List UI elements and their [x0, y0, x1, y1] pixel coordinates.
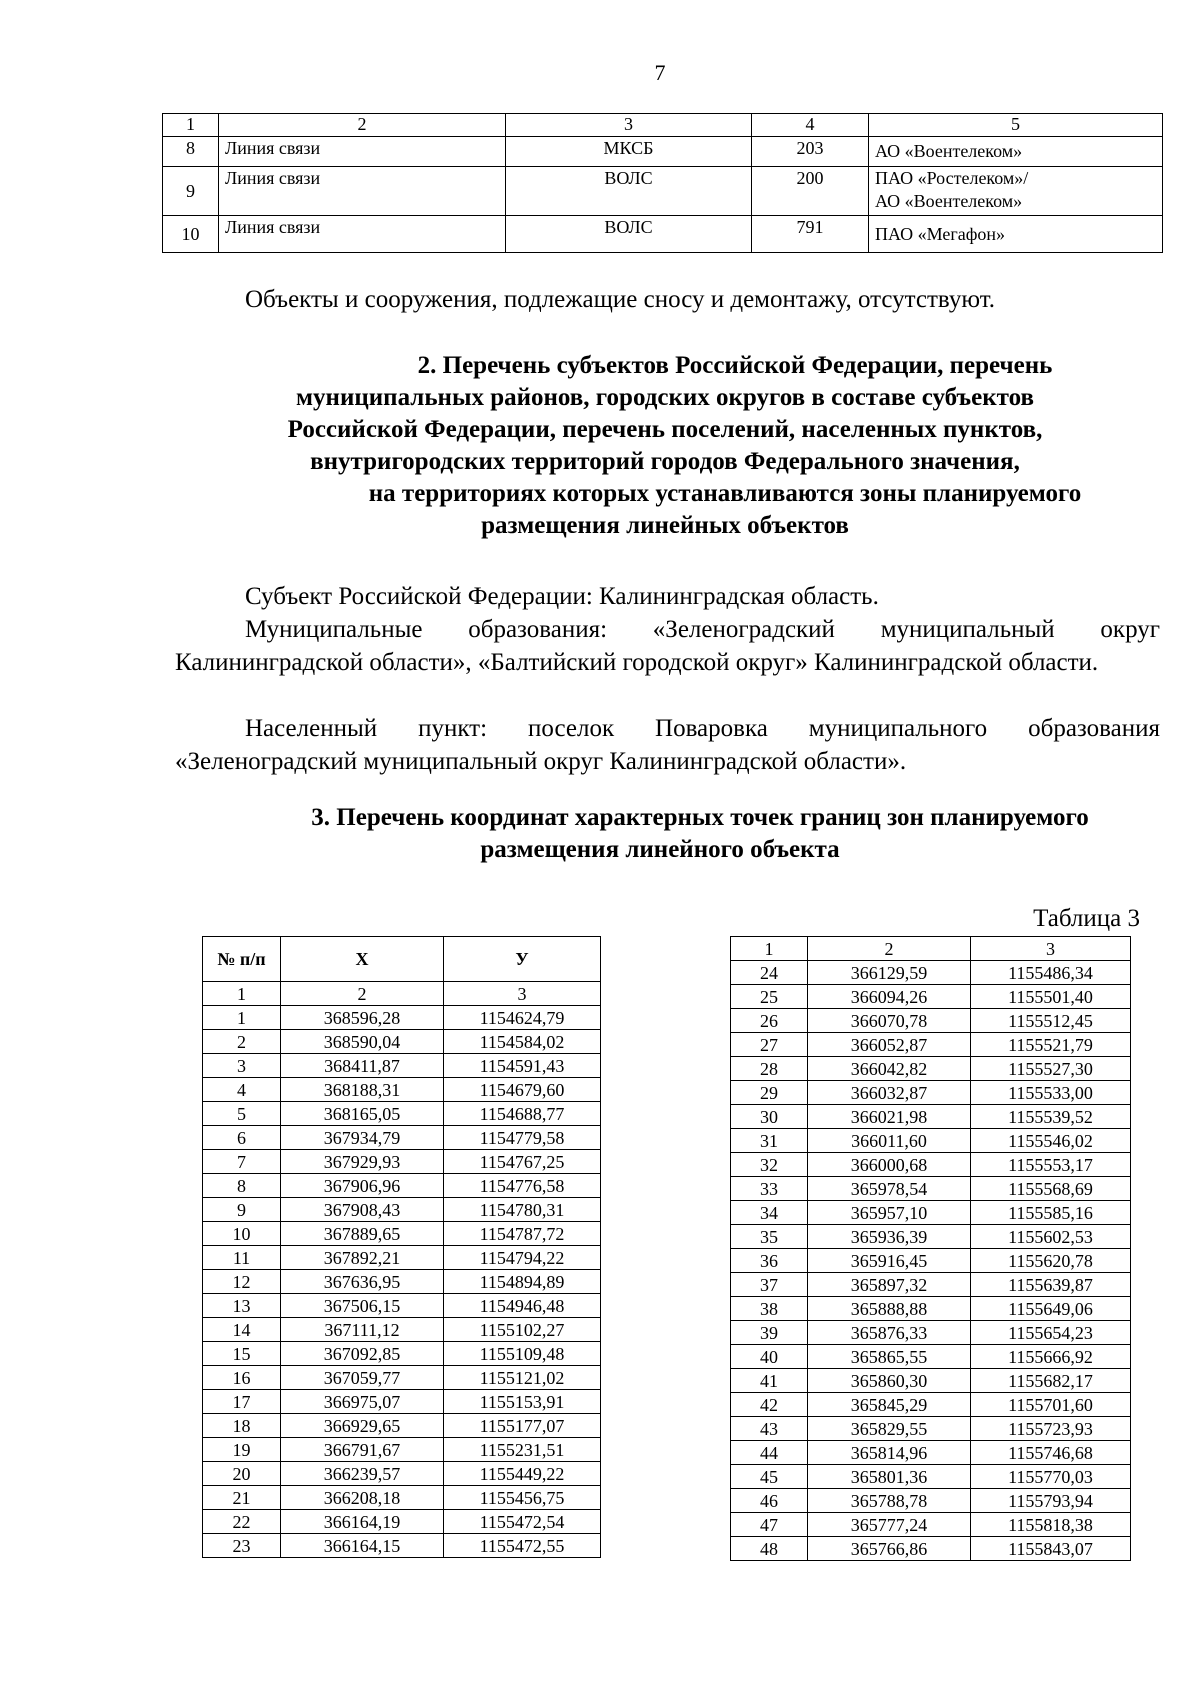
x-coordinate: 368596,28: [281, 1006, 444, 1030]
object-name: Линия связи: [219, 167, 506, 216]
point-number: 23: [203, 1534, 281, 1558]
y-coordinate: 3: [971, 937, 1131, 961]
table-row: [731, 1033, 1131, 1057]
x-coordinate: 365777,24: [808, 1513, 971, 1537]
x-coordinate: 366094,26: [808, 985, 971, 1009]
table-row: [731, 1513, 1131, 1537]
y-coordinate: 1155639,87: [971, 1273, 1131, 1297]
point-number: 47: [731, 1513, 808, 1537]
x-coordinate: 367889,65: [281, 1222, 444, 1246]
y-coordinate: 1155723,93: [971, 1417, 1131, 1441]
table-row: [203, 1366, 601, 1390]
point-number: 12: [203, 1270, 281, 1294]
title-line: Российской Федерации, перечень поселений, населенных пунктов,: [287, 416, 1043, 443]
table-row: [731, 1489, 1131, 1513]
table-row: [731, 1225, 1131, 1249]
table-row: [203, 1006, 601, 1030]
y-coordinate: 1155568,69: [971, 1177, 1131, 1201]
point-number: 28: [731, 1057, 808, 1081]
y-coordinate: 1154679,60: [444, 1078, 601, 1102]
object-length: 203: [752, 137, 869, 167]
municipal-paragraph: Муниципальные образования: «Зеленоградский муниципальный округ Калининградской области», «Балтийский городской округ» Калининградской области.: [175, 616, 1160, 676]
object-owner: ПАО «Мегафон»: [869, 216, 1163, 253]
x-coordinate: 366129,59: [808, 961, 971, 985]
title-line: 2. Перечень субъектов Российской Федерации, перечень: [417, 352, 1053, 379]
point-number: 30: [731, 1105, 808, 1129]
table-row: [203, 1510, 601, 1534]
y-coordinate: 1155472,54: [444, 1510, 601, 1534]
x-coordinate: 366000,68: [808, 1153, 971, 1177]
point-number: 48: [731, 1537, 808, 1561]
coord-right-body: [731, 937, 1131, 1561]
x-coordinate: 365888,88: [808, 1297, 971, 1321]
y-coordinate: 1154780,31: [444, 1198, 601, 1222]
point-number: 31: [731, 1129, 808, 1153]
object-type: МКСБ: [506, 137, 752, 167]
table-row: [203, 982, 601, 1006]
y-coordinate: 1154779,58: [444, 1126, 601, 1150]
x-coordinate: 365936,39: [808, 1225, 971, 1249]
table-row: [203, 1054, 601, 1078]
x-coordinate: 365897,32: [808, 1273, 971, 1297]
point-number: 7: [203, 1150, 281, 1174]
x-coordinate: 2: [808, 937, 971, 961]
y-coordinate: 1154767,25: [444, 1150, 601, 1174]
object-length: 200: [752, 167, 869, 216]
x-coordinate: 365860,30: [808, 1369, 971, 1393]
point-number: 5: [203, 1102, 281, 1126]
x-coordinate: 366164,15: [281, 1534, 444, 1558]
y-coordinate: 1155456,75: [444, 1486, 601, 1510]
y-coordinate: 1155793,94: [971, 1489, 1131, 1513]
object-type: ВОЛС: [506, 216, 752, 253]
table-row: [203, 1342, 601, 1366]
x-coordinate: 367929,93: [281, 1150, 444, 1174]
x-coordinate: 2: [281, 982, 444, 1006]
point-number: 4: [203, 1078, 281, 1102]
y-coordinate: 1155539,52: [971, 1105, 1131, 1129]
table-row: [203, 1438, 601, 1462]
x-coordinate: 366164,19: [281, 1510, 444, 1534]
point-number: 3: [203, 1054, 281, 1078]
header-cell: 2: [219, 114, 506, 137]
point-number: 33: [731, 1177, 808, 1201]
table-row: [731, 1417, 1131, 1441]
y-coordinate: 1155527,30: [971, 1057, 1131, 1081]
x-coordinate: 366791,67: [281, 1438, 444, 1462]
point-number: 17: [203, 1390, 281, 1414]
object-name: Линия связи: [219, 137, 506, 167]
row-number: 8: [163, 137, 219, 167]
table-row: [203, 1390, 601, 1414]
settlement-paragraph: Населенный пункт: поселок Поваровка муниципального образования «Зеленоградский муниципальный округ Калининградской области».: [175, 715, 1160, 775]
title-line: на территориях которых устанавливаются зоны планируемого: [368, 480, 1082, 507]
page-number: 7: [654, 60, 666, 85]
demolition-note: Объекты и сооружения, подлежащие сносу и демонтажу, отсутствуют.: [245, 286, 995, 313]
title-line: размещения линейных объектов: [481, 512, 849, 539]
point-number: 8: [203, 1174, 281, 1198]
x-coordinate: 368411,87: [281, 1054, 444, 1078]
point-number: 46: [731, 1489, 808, 1513]
x-coordinate: 366239,57: [281, 1462, 444, 1486]
y-coordinate: 1154946,48: [444, 1294, 601, 1318]
point-number: 32: [731, 1153, 808, 1177]
x-coordinate: 368590,04: [281, 1030, 444, 1054]
x-coordinate: 365957,10: [808, 1201, 971, 1225]
x-coordinate: 365829,55: [808, 1417, 971, 1441]
table-row: [731, 1297, 1131, 1321]
table-row: [163, 167, 1163, 216]
point-number: 21: [203, 1486, 281, 1510]
x-coordinate: 365845,29: [808, 1393, 971, 1417]
table-row: [731, 1273, 1131, 1297]
y-coordinate: 1155770,03: [971, 1465, 1131, 1489]
y-coordinate: 1155843,07: [971, 1537, 1131, 1561]
header-cell: 5: [869, 114, 1163, 137]
table-row: [203, 1246, 601, 1270]
y-coordinate: 1155602,53: [971, 1225, 1131, 1249]
x-coordinate: 368165,05: [281, 1102, 444, 1126]
point-number: 1: [731, 937, 808, 961]
x-coordinate: 365978,54: [808, 1177, 971, 1201]
table-row: [203, 1534, 601, 1558]
point-number: 19: [203, 1438, 281, 1462]
table-row: [731, 985, 1131, 1009]
point-number: 37: [731, 1273, 808, 1297]
table-row: [203, 1222, 601, 1246]
point-number: 25: [731, 985, 808, 1009]
x-coordinate: 367934,79: [281, 1126, 444, 1150]
x-coordinate: 367636,95: [281, 1270, 444, 1294]
y-coordinate: 1155512,45: [971, 1009, 1131, 1033]
point-number: 44: [731, 1441, 808, 1465]
point-number: 13: [203, 1294, 281, 1318]
y-coordinate: 1155682,17: [971, 1369, 1131, 1393]
table-row: [731, 1153, 1131, 1177]
y-coordinate: 1155553,17: [971, 1153, 1131, 1177]
point-number: 35: [731, 1225, 808, 1249]
table-header-row: [163, 114, 1163, 137]
table-row: [731, 1345, 1131, 1369]
table-row: [731, 937, 1131, 961]
point-number: 16: [203, 1366, 281, 1390]
y-coordinate: 1155501,40: [971, 985, 1131, 1009]
x-coordinate: 368188,31: [281, 1078, 444, 1102]
table-row: [731, 1009, 1131, 1033]
y-coordinate: 1155177,07: [444, 1414, 601, 1438]
point-number: 36: [731, 1249, 808, 1273]
table-row: [731, 1321, 1131, 1345]
point-number: 15: [203, 1342, 281, 1366]
table-row: [203, 1174, 601, 1198]
point-number: 45: [731, 1465, 808, 1489]
point-number: 18: [203, 1414, 281, 1438]
x-coordinate: 367111,12: [281, 1318, 444, 1342]
point-number: 39: [731, 1321, 808, 1345]
table-row: [203, 1318, 601, 1342]
y-coordinate: 1154591,43: [444, 1054, 601, 1078]
point-number: 1: [203, 1006, 281, 1030]
x-coordinate: 367908,43: [281, 1198, 444, 1222]
object-owner: [869, 167, 1163, 216]
table-row: [203, 1030, 601, 1054]
x-coordinate: 366032,87: [808, 1081, 971, 1105]
table-row: [731, 961, 1131, 985]
header-cell: 3: [506, 114, 752, 137]
y-coordinate: 1154584,02: [444, 1030, 601, 1054]
y-coordinate: 1155649,06: [971, 1297, 1131, 1321]
x-coordinate: 366042,82: [808, 1057, 971, 1081]
y-coordinate: 1155546,02: [971, 1129, 1131, 1153]
point-number: 41: [731, 1369, 808, 1393]
point-number: 24: [731, 961, 808, 985]
table-row: [731, 1465, 1131, 1489]
x-coordinate: 365801,36: [808, 1465, 971, 1489]
point-number: 9: [203, 1198, 281, 1222]
y-coordinate: 1154794,22: [444, 1246, 601, 1270]
row-number: 10: [163, 216, 219, 253]
point-number: 11: [203, 1246, 281, 1270]
point-number: 34: [731, 1201, 808, 1225]
header-cell: № п/п: [203, 937, 281, 982]
table-row: [731, 1177, 1131, 1201]
point-number: 14: [203, 1318, 281, 1342]
linear-objects-table: [162, 113, 1163, 253]
x-coordinate: 366208,18: [281, 1486, 444, 1510]
y-coordinate: 1154787,72: [444, 1222, 601, 1246]
table-row: [203, 1126, 601, 1150]
object-owner: АО «Воентелеком»: [869, 137, 1163, 167]
table-row: [203, 1294, 601, 1318]
y-coordinate: 1154776,58: [444, 1174, 601, 1198]
coordinates-table-right: [730, 936, 1131, 1561]
point-number: 43: [731, 1417, 808, 1441]
object-length: 791: [752, 216, 869, 253]
table-row: [203, 1270, 601, 1294]
subject-paragraph: Субъект Российской Федерации: Калининградская область.: [245, 583, 879, 610]
y-coordinate: 1155153,91: [444, 1390, 601, 1414]
y-coordinate: 1155121,02: [444, 1366, 601, 1390]
table-row: [203, 1150, 601, 1174]
x-coordinate: 366011,60: [808, 1129, 971, 1153]
header-cell: Х: [281, 937, 444, 982]
y-coordinate: 1155472,55: [444, 1534, 601, 1558]
y-coordinate: 1155585,16: [971, 1201, 1131, 1225]
table-row: [163, 216, 1163, 253]
table-row: [731, 1441, 1131, 1465]
x-coordinate: 366929,65: [281, 1414, 444, 1438]
table-row: [203, 1462, 601, 1486]
y-coordinate: 1155620,78: [971, 1249, 1131, 1273]
x-coordinate: 365788,78: [808, 1489, 971, 1513]
section-2-title: [170, 350, 1160, 542]
y-coordinate: 1155231,51: [444, 1438, 601, 1462]
coordinates-table-left: [202, 936, 601, 1558]
row-number: 9: [163, 167, 219, 216]
x-coordinate: 365876,33: [808, 1321, 971, 1345]
y-coordinate: 1155102,27: [444, 1318, 601, 1342]
table-row: [731, 1393, 1131, 1417]
title-line: внутригородских территорий городов Федерального значения,: [310, 448, 1020, 475]
table-row: [731, 1057, 1131, 1081]
y-coordinate: 1155701,60: [971, 1393, 1131, 1417]
y-coordinate: 1154624,79: [444, 1006, 601, 1030]
table-row: [203, 1486, 601, 1510]
table-row: [731, 1129, 1131, 1153]
y-coordinate: 1155109,48: [444, 1342, 601, 1366]
y-coordinate: 3: [444, 982, 601, 1006]
table-row: [731, 1249, 1131, 1273]
x-coordinate: 365814,96: [808, 1441, 971, 1465]
table-row: [731, 1201, 1131, 1225]
x-coordinate: 365916,45: [808, 1249, 971, 1273]
point-number: 27: [731, 1033, 808, 1057]
table-row: [203, 1198, 601, 1222]
point-number: 1: [203, 982, 281, 1006]
y-coordinate: 1154894,89: [444, 1270, 601, 1294]
x-coordinate: 367059,77: [281, 1366, 444, 1390]
point-number: 26: [731, 1009, 808, 1033]
y-coordinate: 1155486,34: [971, 961, 1131, 985]
x-coordinate: 365766,86: [808, 1537, 971, 1561]
point-number: 10: [203, 1222, 281, 1246]
point-number: 6: [203, 1126, 281, 1150]
y-coordinate: 1155521,79: [971, 1033, 1131, 1057]
section-3-title: [245, 802, 1155, 866]
point-number: 29: [731, 1081, 808, 1105]
x-coordinate: 367506,15: [281, 1294, 444, 1318]
table-row: [203, 1078, 601, 1102]
y-coordinate: 1155533,00: [971, 1081, 1131, 1105]
table-header-row: [203, 937, 601, 982]
title-line: размещения линейного объекта: [480, 836, 840, 863]
point-number: 20: [203, 1462, 281, 1486]
point-number: 22: [203, 1510, 281, 1534]
x-coordinate: 367892,21: [281, 1246, 444, 1270]
table-row: [731, 1105, 1131, 1129]
point-number: 38: [731, 1297, 808, 1321]
x-coordinate: 366070,78: [808, 1009, 971, 1033]
point-number: 2: [203, 1030, 281, 1054]
header-cell: 1: [163, 114, 219, 137]
owner-line: ПАО «Ростелеком»/: [875, 168, 1029, 188]
object-name: Линия связи: [219, 216, 506, 253]
x-coordinate: 366975,07: [281, 1390, 444, 1414]
x-coordinate: 367906,96: [281, 1174, 444, 1198]
table-row: [731, 1081, 1131, 1105]
y-coordinate: 1155746,68: [971, 1441, 1131, 1465]
point-number: 42: [731, 1393, 808, 1417]
table-caption: Таблица 3: [1033, 905, 1140, 932]
y-coordinate: 1155654,23: [971, 1321, 1131, 1345]
y-coordinate: 1154688,77: [444, 1102, 601, 1126]
y-coordinate: 1155818,38: [971, 1513, 1131, 1537]
x-coordinate: 366021,98: [808, 1105, 971, 1129]
owner-line: АО «Воентелеком»: [875, 191, 1023, 211]
x-coordinate: 365865,55: [808, 1345, 971, 1369]
header-cell: У: [444, 937, 601, 982]
coord-left-body: [203, 982, 601, 1558]
table-row: [163, 137, 1163, 167]
table-row: [731, 1369, 1131, 1393]
table-row: [203, 1102, 601, 1126]
x-coordinate: 367092,85: [281, 1342, 444, 1366]
y-coordinate: 1155666,92: [971, 1345, 1131, 1369]
table-row: [731, 1537, 1131, 1561]
title-line: муниципальных районов, городских округов в составе субъектов: [296, 384, 1034, 411]
header-cell: 4: [752, 114, 869, 137]
x-coordinate: 366052,87: [808, 1033, 971, 1057]
y-coordinate: 1155449,22: [444, 1462, 601, 1486]
point-number: 40: [731, 1345, 808, 1369]
object-type: ВОЛС: [506, 167, 752, 216]
title-line: 3. Перечень координат характерных точек границ зон планируемого: [311, 804, 1089, 831]
table-row: [203, 1414, 601, 1438]
